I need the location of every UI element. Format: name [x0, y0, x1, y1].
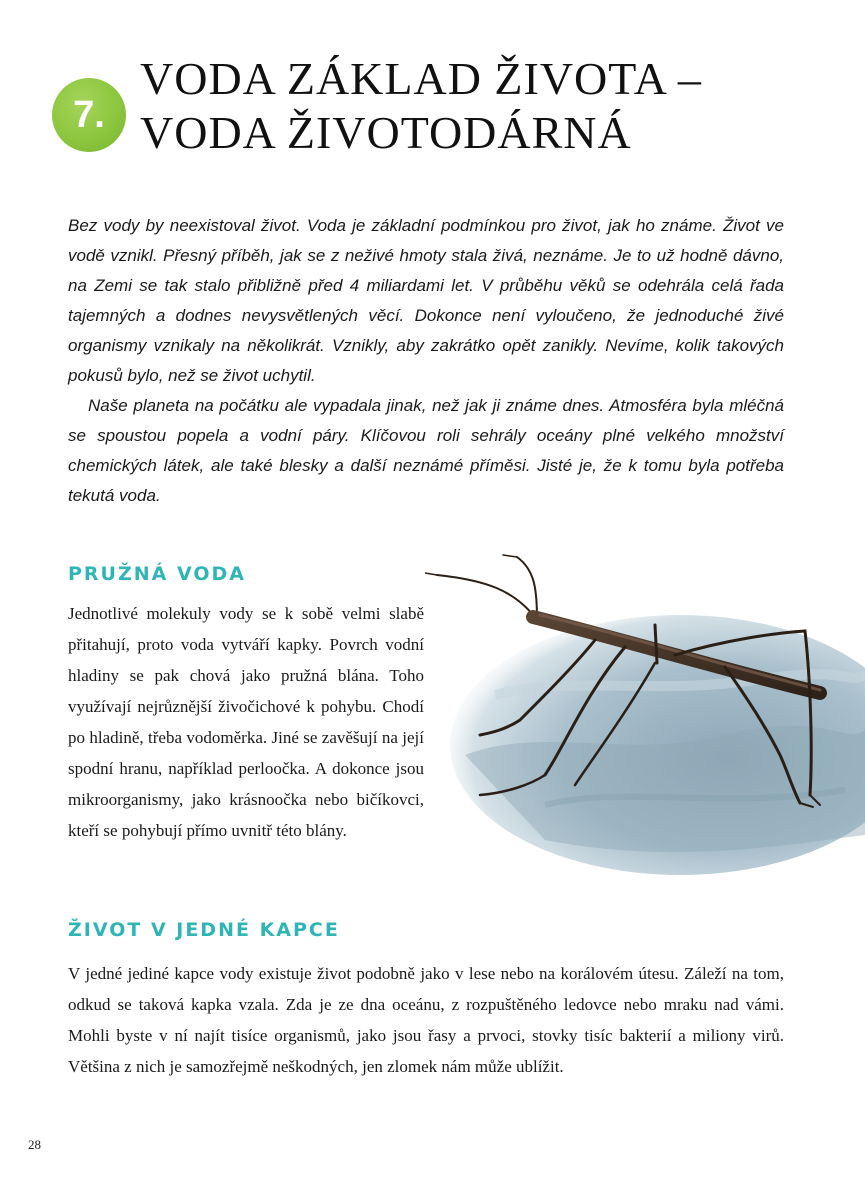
water-strider-illustration — [425, 545, 865, 875]
intro-paragraph-1: Bez vody by neexistoval život. Voda je základní podmínkou pro život, jak ho známe. Život ve vodě vznikl. Přesný příběh, jak se z neživé hmoty stala živá, neznáme. Je to už hodně dávno, na Zemi se tak stalo přibližně před 4 miliardami let. V průběhu věků se odehrála celá řada tajemných a dodnes nevysvětlených věcí. Dokonce není vyloučeno, že jednoduché živé organismy vznikaly na několikrát. Vznikly, aby zakrátko opět zanikly. Nevíme, kolik takových pokusů bylo, než se život uchytil. — [68, 216, 784, 385]
chapter-title-line-2: VODA ŽIVOTODÁRNÁ — [140, 107, 632, 158]
page-number: 28 — [28, 1137, 41, 1152]
chapter-title — [140, 52, 840, 160]
intro-paragraph-2: Naše planeta na počátku ale vypadala jinak, než jak ji známe dnes. Atmosféra byla mléčná se spoustou popela a vodní páry. Klíčovou roli sehrály oceány plné velkého množství chemických látek, ale také blesky a další neznámé příměsi. Jisté je, že k tomu byla potřeba tekutá voda. — [68, 396, 784, 505]
chapter-title-line-1: VODA ZÁKLAD ŽIVOTA – — [140, 53, 702, 104]
intro-text — [68, 211, 784, 511]
section-text-pruzna-voda: Jednotlivé molekuly vody se k sobě velmi slabě přitahují, proto voda vytváří kapky. Povrch vodní hladiny se pak chová jako pružná blána. Toho využívají nejrůznější živočichové k pohybu. Chodí po hladině, třeba vodoměrka. Jiné se zavěšují na její spodní hranu, například perloočka. A dokonce jsou mikroorganismy, jako krásnoočka nebo bičíkovci, kteří se pohybují přímo uvnitř této blány. — [68, 604, 424, 840]
chapter-number-badge: 7. — [52, 78, 126, 152]
section-heading-pruzna-voda: PRUŽNÁ VODA — [68, 563, 246, 585]
section-text-zivot-v-jedne-kapce: V jedné jediné kapce vody existuje život podobně jako v lese nebo na korálovém útesu. Záleží na tom, odkud se taková kapka vzala. Zda je ze dna oceánu, z rozpuštěného ledovce nebo mraku nad vámi. Mohli byste v ní najít tisíce organismů, jako jsou řasy a prvoci, stovky tisíc bakterií a miliony virů. Většina z nich je samozřejmě neškodných, jen zlomek nám může ublížit. — [68, 964, 784, 1076]
section-heading-zivot-v-jedne-kapce: ŽIVOT V JEDNÉ KAPCE — [68, 919, 340, 941]
